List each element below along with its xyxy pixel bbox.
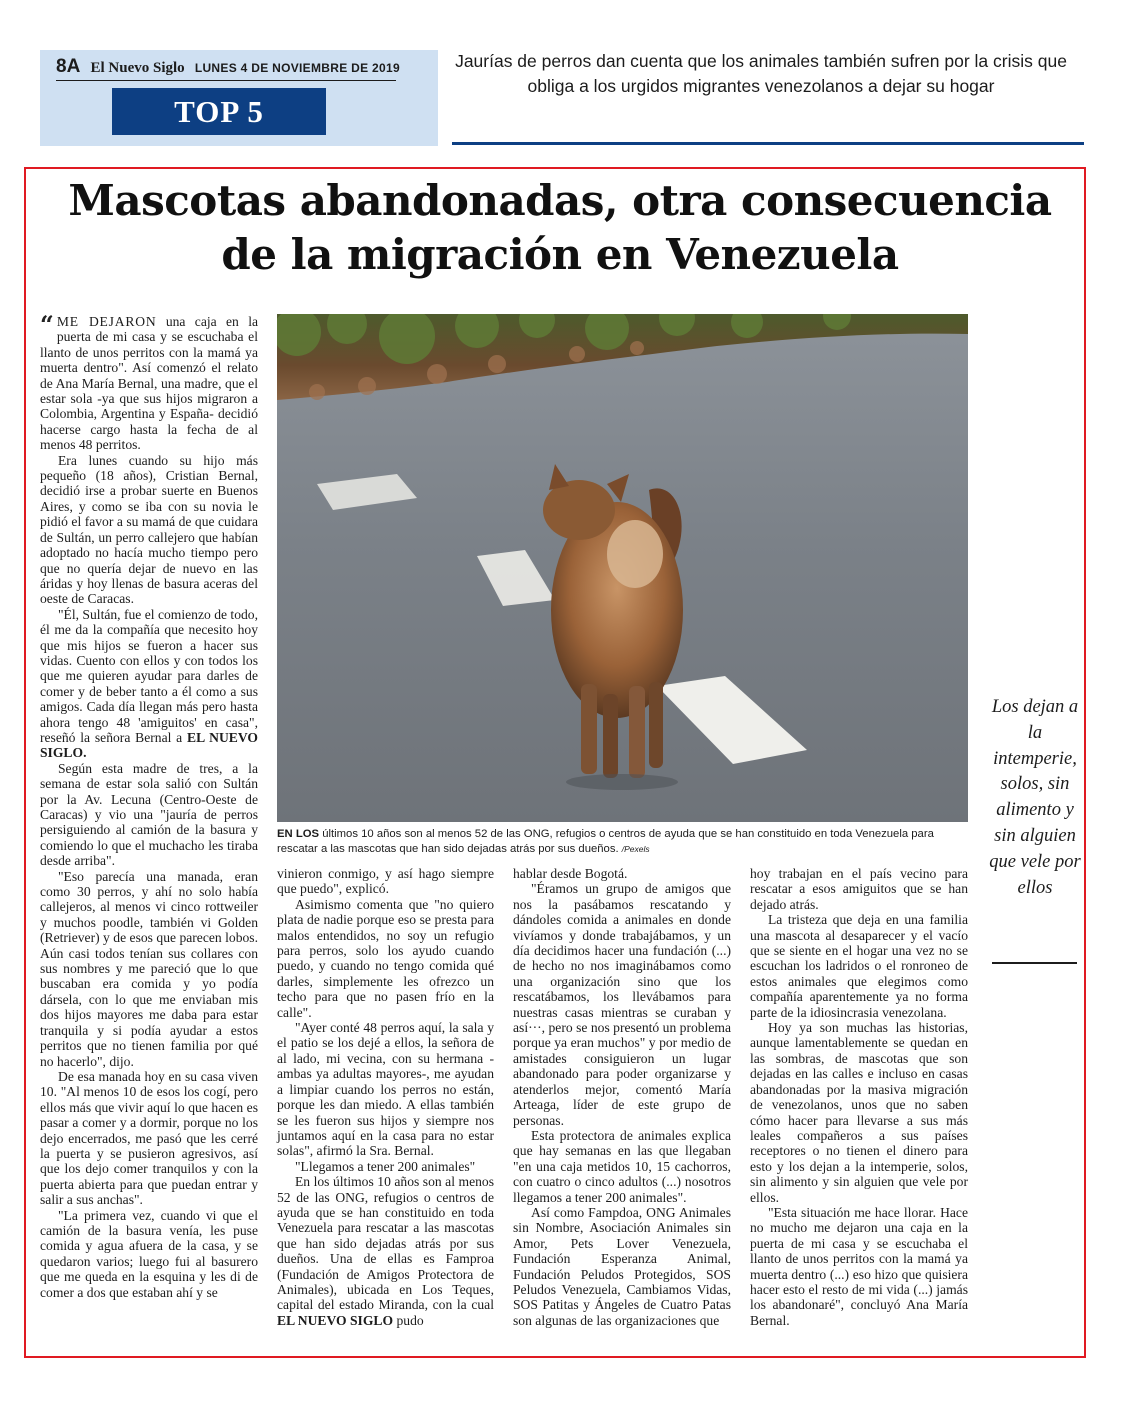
section-deck: Jaurías de perros dan cuenta que los animales también sufren por la crisis que obliga a los urgidos migrantes venezolanos a dejar su hogar <box>455 51 1067 96</box>
photo-caption <box>277 827 968 856</box>
article-paragraph: hoy trabajan en el país vecino para rescatar a esos amiguitos que se han dejado atrás. <box>750 866 968 912</box>
dog-on-road-image <box>277 314 968 822</box>
article-subhead: "Llegamos a tener 200 animales" <box>295 1158 476 1174</box>
article-paragraph: vinieron conmigo, y así hago siempre que puedo", explicó. <box>277 866 494 897</box>
headline-line-1: Mascotas abandonadas, otra consecuencia <box>68 176 1052 225</box>
newspaper-mention: EL NUEVO SIGLO <box>277 1312 394 1328</box>
article-paragraph: Así como Fampdoa, ONG Animales sin Nombre, Asociación Animales sin Amor, Pets Lover Venezuela, Fundación Esperanza Animal, Fundación Peludos Protegidos, SOS Peludos Venezuela, Cambiamos Vidas, SOS Patitas y Ángeles de Cuatro Patas son algunas de las organizaciones que <box>513 1204 731 1328</box>
article-column-2 <box>277 866 494 1328</box>
article-paragraph: hablar desde Bogotá. <box>513 866 628 881</box>
article-paragraph: "La primera vez, cuando vi que el camión de la basura venía, les puse comida y agua afuera de la casa, y se quedaron varios; luego fui al basurero que me queda en la esquina y les di de comer a dos que estaban ahí y se <box>40 1207 258 1300</box>
section-label: TOP 5 <box>112 88 326 135</box>
header-banner <box>40 50 438 146</box>
pull-quote-rule <box>992 962 1077 964</box>
caption-lead: EN LOS <box>277 828 320 840</box>
article-paragraph: "Eso parecía una manada, eran como 30 perros, y ahí no solo había callejeros, al menos vi cinco rottweiler y muchos poodle, también vi Golden (Retriever) y de esos que parecen lobos. Aún casi todos tenían sus collares con sus nombres y me pareció que lo que buscaban era comida y yo podía dársela, con lo que me enviaban mis dos hijos mayores me daba para estar tranquila y si podía ayudar a estos perritos que no tienen familia por qué no hacerlo", dijo. <box>40 868 258 1069</box>
caption-text: últimos 10 años son al menos 52 de las ONG, refugios o centros de ayuda que se han constituido en toda Venezuela para rescatar a las mascotas que han sido dejadas atrás por sus dueños. <box>277 828 934 855</box>
article-paragraph: "Esta situación me hace llorar. Hace no mucho me dejaron una caja en la puerta de mi casa y se escuchaba el llanto de unos perritos con la mamá ya muerta dentro (...) eso hizo que quisiera hacer esto el resto de mi vida (...) jamás los abandonaré", concluyó Ana María Bernal. <box>750 1204 968 1328</box>
article-column-4 <box>750 866 968 1328</box>
article-paragraph: Esta protectora de animales explica que hay semanas en las que llegaban "en una caja metidos 10, 15 cachorros, con cuatro o cinco adultos (...) nosotros llegamos a tener 200 animales". <box>513 1127 731 1205</box>
opening-quote-mark: “ <box>40 310 54 339</box>
folio-line <box>56 56 400 81</box>
newspaper-mention: EL NUEVO SIGLO. <box>40 729 258 761</box>
article-paragraph: De esa manada hoy en su casa viven 10. "Al menos 10 de esos los cogí, pero ellos más que vivir aquí lo que hacen es pasar a comer y a dormir, porque no los dejo encerrados, me pasó que les cerré la puerta y se pusieron agresivos, así que los dejo comer tranquilos y con la puerta abierta para que puedan entrar y salir a sus anchas". <box>40 1068 258 1208</box>
article-paragraph: La tristeza que deja en una familia una mascota al desaparecer y el vacío que se siente en el hogar una vez no se escuchan los ladridos o el ronroneo de estos animales que elegimos como compañía aparentemente ya no forma parte de la idiosincrasia venezolana. <box>750 912 968 1020</box>
headline-line-2: de la migración en Venezuela <box>221 230 899 279</box>
article-paragraph: "Él, Sultán, fue el comienzo de todo, él me da la compañía que necesito hoy que mis hijos se fueron a hacer sus vidas. Cuento con ellos y con todos los que me quieren ayudar para darles de comer y de beber tanto a él como a sus amigos. Cada día llegan más pero hasta ahora tengo 48 'amiguitos' en casa", reseñó la señora Bernal a EL NUEVO SIGLO. <box>40 606 258 761</box>
article-photo <box>277 314 968 822</box>
article-paragraph: En los últimos 10 años son al menos 52 de las ONG, refugios o centros de ayuda que se han constituido en toda Venezuela para rescatar a las mascotas que han sido dejadas atrás por sus dueños. Una de ellas es Famproa (Fundación de Amigos Protectora de Animales), ubicada en Los Teques, capital del estado Miranda, con la cual EL NUEVO SIGLO pudo <box>277 1174 494 1328</box>
article-column-1 <box>40 310 258 1300</box>
article-paragraph: Según esta madre de tres, a la semana de estar sola salió con Sultán por la Av. Lecuna (Centro-Oeste de Caracas) y vio una "jauría de perros persiguiendo al camión de la basura y comiendo lo que el muchacho les tiraba desde arriba". <box>40 760 258 869</box>
issue-date: LUNES 4 DE NOVIEMBRE DE 2019 <box>194 61 400 75</box>
article-paragraph: Hoy ya son muchas las historias, aunque lamentablemente se quedan en las sombras, de mascotas que son dejadas en las calles e incluso en casas abandonadas por la masiva migración de venezolanos, unos que no saben cómo hacer para llevarse a sus más leales compañeros a sus países receptores o no tienen el dinero para esto y los dejan a la intemperie, solos, sin alimento y sin alguien que vele por ellos. <box>750 1020 968 1205</box>
newspaper-name: El Nuevo Siglo <box>90 60 185 76</box>
article-column-3 <box>513 866 731 1328</box>
deck-rule <box>452 142 1084 145</box>
headline <box>30 174 1090 282</box>
article-paragraph: Era lunes cuando su hijo más pequeño (18 años), Cristian Bernal, decidió irse a probar suerte en Buenos Aires, y como se iba con su novia le pidió el favor a su mamá de que cuidara de Sultán, un perro callejero que habían adoptado no hacía mucho tiempo pero que no quería dejar de nuevo en las áridas y hoy llenas de basura aceras del oeste de Caracas. <box>40 452 258 607</box>
article-paragraph: Asimismo comenta que "no quiero plata de nadie porque eso se presta para malos entendidos, no soy un refugio para perros, solo los ayudo cuando puedo, y cuando no tengo comida qué darles, simplemente les ofrezco un techo para que no pasen frío en la calle". <box>277 896 494 1020</box>
page-number: 8A <box>56 56 81 77</box>
article-paragraph: "Éramos un grupo de amigos que nos la pasábamos rescatando y dándoles comida a animales en donde vivíamos y donde trabajábamos, y un día decidimos hacer una fundación (...) de hecho no nos imaginábamos como una organización sino que los rescatábamos, los llevábamos para nuestras casas mientras se curaban y así···, pero se nos presentó un problema porque ya eran muchos" y por medio de amistades consiguieron un lugar abandonado para poder organizarse y atenderlos mejor, comentó María Arteaga, líder de este grupo de personas. <box>513 881 731 1128</box>
article-paragraph: "Ayer conté 48 perros aquí, la sala y el patio se los dejé a ellos, la señora de al lado, mi vecina, con su hermana -ambas ya adultas mayores-, me ayudan a limpiar cuando los perros no están, porque les dan miedo. A ellas también se les fueron sus hijos y siempre nos juntamos aquí en la casa para no estar solas", afirmó la Sra. Bernal. <box>277 1020 494 1159</box>
pull-quote: Los dejan a la intemperie, solos, sin alimento y sin alguien que vele por ellos <box>989 697 1081 898</box>
photo-credit: /Pexels <box>621 843 650 854</box>
article-paragraph: “ ME DEJARON una caja en la puerta de mi casa y se escuchaba el llanto de unos perritos con la mamá ya muerta dentro". Así comenzó el relato de Ana María Bernal, una madre, que el estar sola -ya que sus hijos migraron a Colombia, Argentina y España- decidió hacerse cargo hasta la fecha de al menos 48 perritos. <box>40 310 258 453</box>
